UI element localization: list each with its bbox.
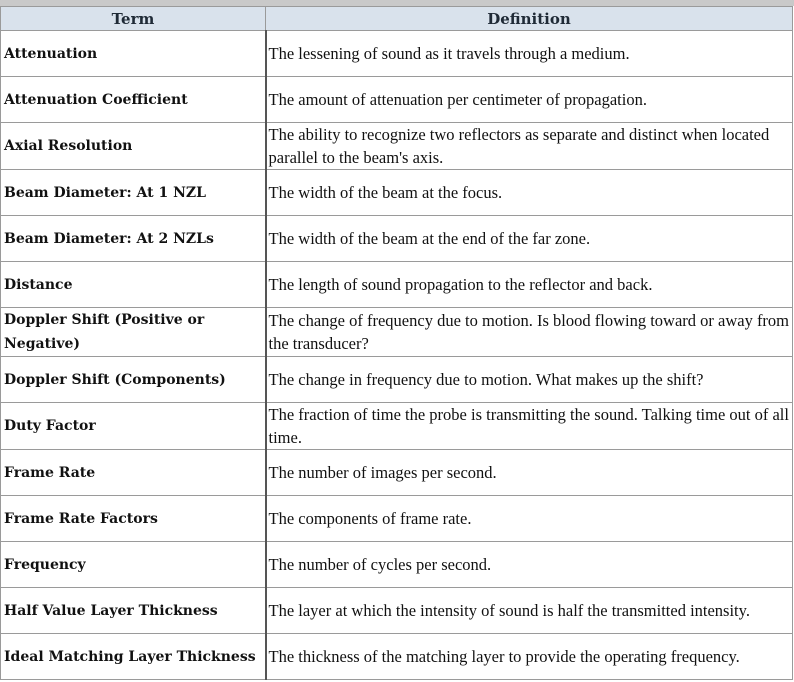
term-cell: Frame Rate Factors [1, 496, 266, 542]
term-cell: Doppler Shift (Components) [1, 357, 266, 403]
table-row [1, 216, 793, 262]
term-cell: Beam Diameter: At 2 NZLs [1, 216, 266, 262]
definition-cell: The lessening of sound as it travels through a medium. [266, 31, 793, 77]
term-cell: Axial Resolution [1, 123, 266, 170]
glossary-table [0, 6, 793, 680]
definition-cell: The length of sound propagation to the reflector and back. [266, 262, 793, 308]
term-cell: Frequency [1, 542, 266, 588]
table-row [1, 542, 793, 588]
table-row [1, 123, 793, 170]
table-row [1, 496, 793, 542]
definition-cell: The change of frequency due to motion. Is blood flowing toward or away from the transducer? [266, 308, 793, 357]
definition-cell: The amount of attenuation per centimeter of propagation. [266, 77, 793, 123]
table-row [1, 403, 793, 450]
definition-cell: The layer at which the intensity of sound is half the transmitted intensity. [266, 588, 793, 634]
table-row [1, 170, 793, 216]
table-row [1, 588, 793, 634]
header-row [1, 7, 793, 31]
term-cell: Beam Diameter: At 1 NZL [1, 170, 266, 216]
term-cell: Attenuation [1, 31, 266, 77]
term-cell: Ideal Matching Layer Thickness [1, 634, 266, 680]
term-cell: Frame Rate [1, 450, 266, 496]
definition-cell: The fraction of time the probe is transmitting the sound. Talking time out of all time. [266, 403, 793, 450]
term-cell: Doppler Shift (Positive or Negative) [1, 308, 266, 357]
table-row [1, 77, 793, 123]
term-column-header: Term [1, 7, 266, 31]
definition-cell: The change in frequency due to motion. What makes up the shift? [266, 357, 793, 403]
definition-cell: The number of images per second. [266, 450, 793, 496]
term-cell: Attenuation Coefficient [1, 77, 266, 123]
table-row [1, 31, 793, 77]
table-row [1, 634, 793, 680]
term-cell: Distance [1, 262, 266, 308]
definition-cell: The width of the beam at the end of the far zone. [266, 216, 793, 262]
table-row [1, 450, 793, 496]
table-row [1, 357, 793, 403]
definition-cell: The number of cycles per second. [266, 542, 793, 588]
definition-cell: The thickness of the matching layer to provide the operating frequency. [266, 634, 793, 680]
term-cell: Half Value Layer Thickness [1, 588, 266, 634]
definition-cell: The ability to recognize two reflectors as separate and distinct when located parallel to the beam's axis. [266, 123, 793, 170]
definition-column-header: Definition [266, 7, 793, 31]
definition-cell: The components of frame rate. [266, 496, 793, 542]
definition-cell: The width of the beam at the focus. [266, 170, 793, 216]
term-cell: Duty Factor [1, 403, 266, 450]
table-row [1, 308, 793, 357]
table-row [1, 262, 793, 308]
